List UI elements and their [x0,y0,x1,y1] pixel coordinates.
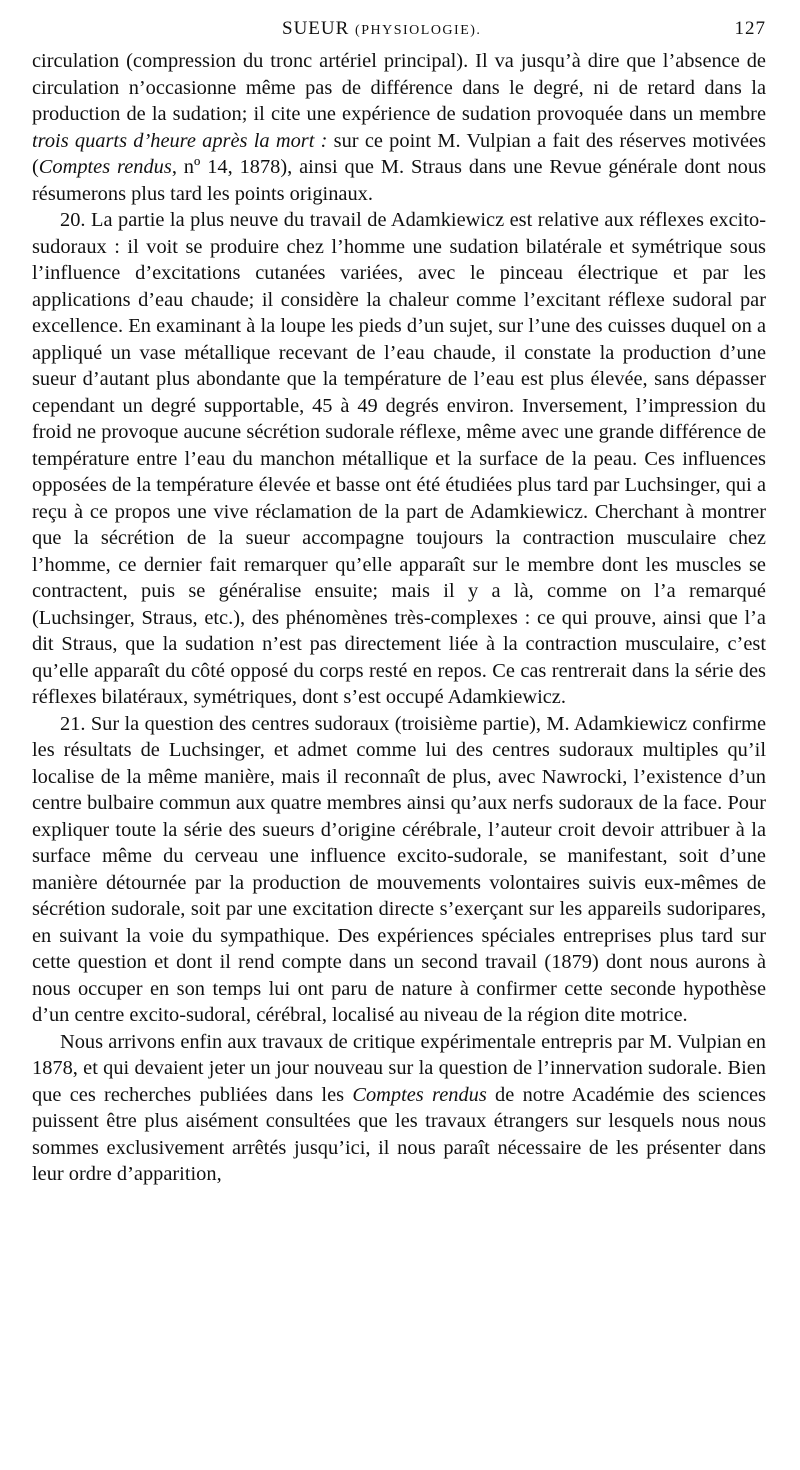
italic-text: trois quarts d’heure après la mort : [32,129,328,152]
paragraph-vulpian [32,1029,766,1188]
paragraph-21 [32,711,766,1029]
paragraph-20 [32,207,766,711]
running-title-subtitle: (PHYSIOLOGIE). [355,23,482,38]
document-page [32,18,766,1188]
text-run: 21. Sur la question des centres sudoraux (troisième partie), M. Adamkiewicz confirme les résultats de Luchsinger, et admet comme lui des centres sudoraux multiples qu’il localise de la même manière, mais il reconnaît de plus, avec Nawrocki, l’existence d’un centre bulbaire commun aux quatre membres ainsi qu’aux nerfs sudoraux de la face. Pour expliquer toute la série des sueurs d’origine cérébrale, l’auteur croit devoir attribuer à la surface même du cerveau une influence excito-sudorale, se manifestant, soit d’une manière détournée par la production de mouvements volontaires suivis eux-mêmes de sécrétion sudorale, soit par une excitation directe s’exerçant sur les appareils sudoripares, en suivant la voie du sympathique. Des expériences spéciales entreprises plus tard sur cette question et dont il rend compte dans un second travail (1879) dont nous aurons à nous occuper en son temps lui ont paru de nature à confirmer cette seconde hypothèse d’un centre excito-sudoral, cérébral, localisé au niveau de la région dite motrice. [32,712,766,1026]
text-run: sur ce point M. Vulpian a fait des réserves motivées ( [32,129,766,178]
text-run: Nous arrivons enfin aux travaux de critique expérimentale entrepris par M. Vulpian en 1878, et qui devaient jeter un jour nouveau sur la question de l’innervation sudorale. Bien que ces recherches publiées dans les [32,1030,766,1106]
italic-text: Comptes rendus [352,1083,487,1106]
page-number: 127 [734,18,766,39]
text-run: , nº 14, 1878), ainsi que M. Straus dans une Revue générale dont nous résumerons plus tard les points originaux. [32,156,766,205]
running-head [32,18,766,48]
paragraph-continued [32,48,766,207]
text-run: circulation (compression du tronc artériel principal). Il va jusqu’à dire que l’absence de circulation n’occasionne même pas de différence dans le degré, ni de retard dans la production de la sudation; il cite une expérience de sudation provoquée dans un membre [32,50,766,125]
running-title-main: SUEUR [282,18,350,39]
body-text [32,48,766,1188]
running-title [282,18,481,40]
text-run: de notre Académie des sciences puissent être plus aisément consultées que les travaux étrangers sur lesquels nous nous sommes exclusivement arrêtés jusqu’ici, il nous paraît nécessaire de les présenter dans leur ordre d’apparition, [32,1083,766,1185]
text-run: 20. La partie la plus neuve du travail de Adamkiewicz est relative aux réflexes excito-sudoraux : il voit se produire chez l’homme une sudation bilatérale et symétrique sous l’influence d’excitations cutanées variées, avec le pinceau électrique et par les applications d’eau chaude; il considère la chaleur comme l’excitant réflexe sudoral par excellence. En examinant à la loupe les pieds d’un sujet, sur l’une des cuisses duquel on a appliqué un vase métallique recevant de l’eau chaude, il constate la production d’une sueur d’autant plus abondante que la température de l’eau est plus élevée, sans dépasser cependant un degré supportable, 45 à 49 degrés environ. Inversement, l’impression du froid ne provoque aucune sécrétion sudorale réflexe, même avec une grande différence de température entre l’eau du manchon métallique et la surface de la peau. Ces influences opposées de la température élevée et basse ont été étudiées plus tard par Luchsinger, qui a reçu à ce propos une vive réclamation de la part de Adamkiewicz. Cherchant à montrer que la sécrétion de la sueur accompagne toujours la contraction musculaire chez l’homme, ce dernier fait remarquer qu’elle apparaît sur le membre dont les muscles se contractent, puis se généralise ensuite; mais il y a là, comme on l’a remarqué (Luchsinger, Straus, etc.), des phénomènes très-complexes : ce qui prouve, ainsi que l’a dit Straus, que la sudation n’est pas directement liée à la contraction musculaire, c’est qu’elle apparaît du côté opposé du corps resté en repos. Ce cas rentrerait dans la série des réflexes bilatéraux, symétriques, dont s’est occupé Adamkiewicz. [32,209,766,708]
italic-text: Comptes rendus [38,156,172,178]
